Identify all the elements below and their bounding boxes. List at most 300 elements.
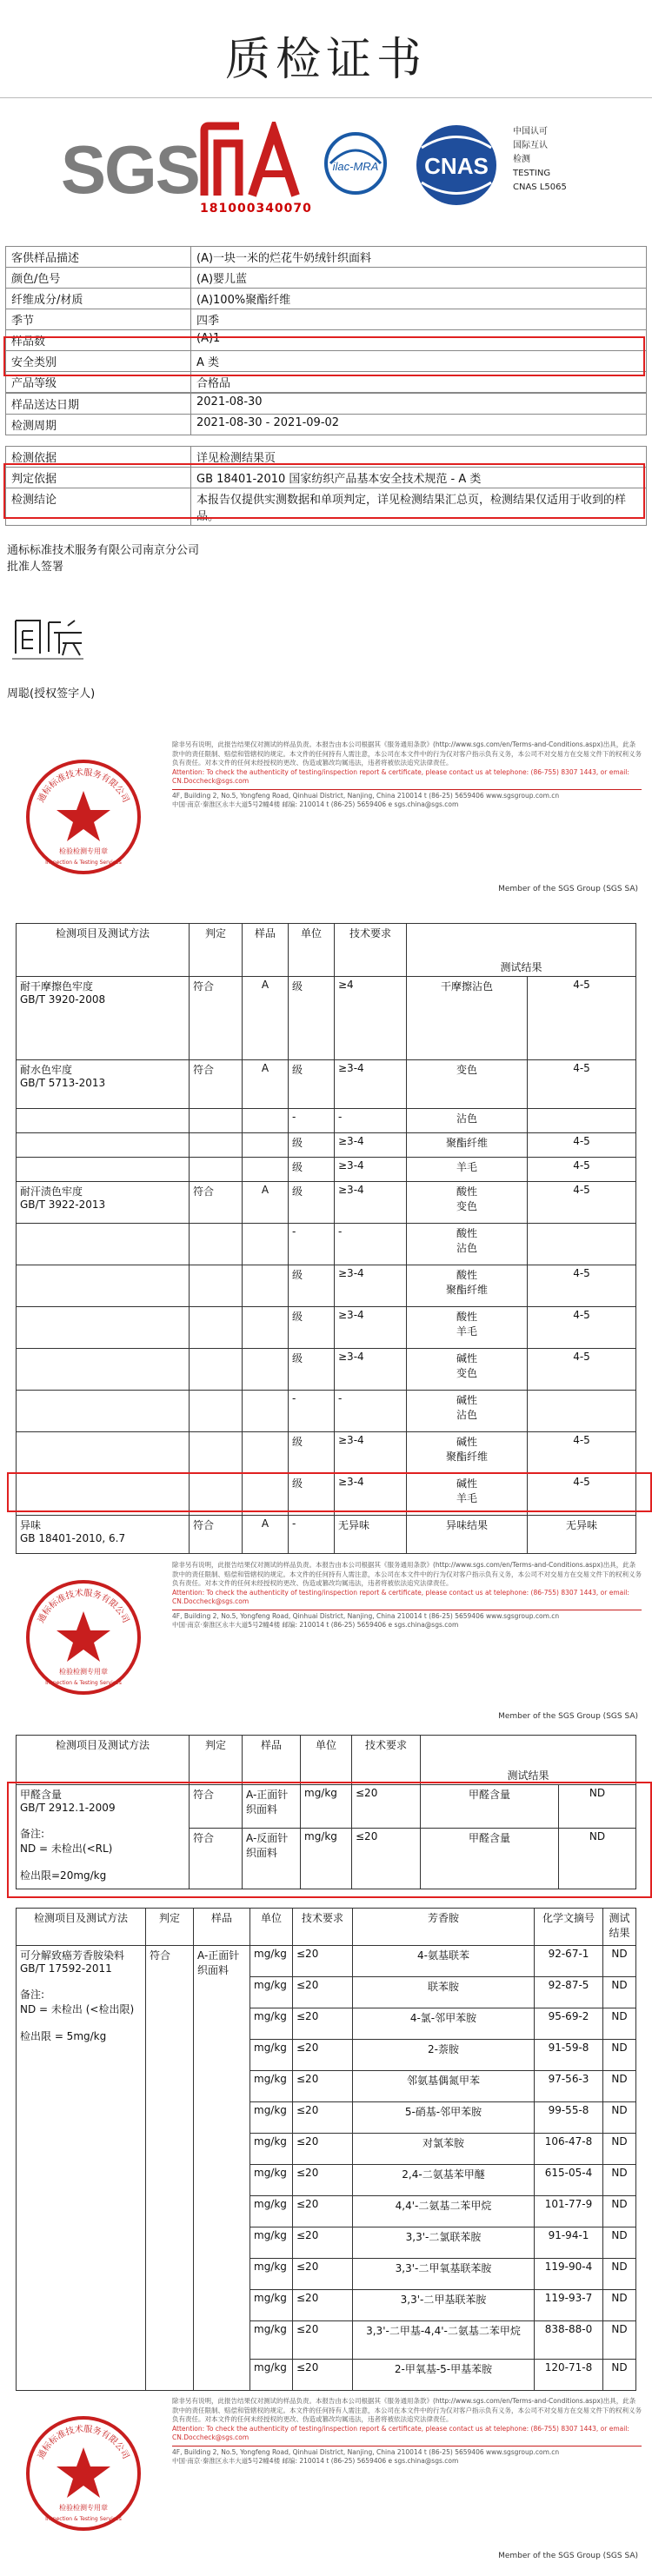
- seal-en: Inspection & Testing Services: [45, 1680, 122, 1686]
- info-key: 产品等级: [6, 372, 191, 393]
- info-key: 检测周期: [6, 415, 191, 435]
- judgement: [190, 1158, 243, 1182]
- unit: mg/kg: [250, 2165, 293, 2196]
- amine-name: 3,3'-二甲基联苯胺: [353, 2290, 535, 2321]
- requirement: ≤20: [293, 2321, 353, 2360]
- result-value: ND: [603, 2102, 636, 2134]
- info-key: 安全类别: [6, 351, 191, 372]
- unit: 级: [289, 1265, 335, 1307]
- terms-text: [172, 1561, 642, 1630]
- approver-label: 批准人签署: [7, 561, 64, 574]
- requirement: ≤20: [293, 2040, 353, 2071]
- table-row: [17, 1432, 636, 1474]
- result-value: 4-5: [528, 1349, 636, 1391]
- amine-name: 2-萘胺: [353, 2040, 535, 2071]
- result-value: ND: [603, 2040, 636, 2071]
- highlight-safety-class: [3, 336, 645, 376]
- test-item: [17, 1224, 190, 1265]
- cma-number: 181000340070: [200, 202, 312, 216]
- unit: 级: [289, 977, 335, 1060]
- column-header: 样品: [194, 1909, 250, 1946]
- unit: mg/kg: [250, 2321, 293, 2360]
- info-row: [6, 394, 647, 415]
- result-name: 变色: [407, 1060, 528, 1109]
- requirement: ≥4: [335, 977, 407, 1060]
- result-value: ND: [603, 2227, 636, 2259]
- amine-name: 2,4-二氨基苯甲醚: [353, 2165, 535, 2196]
- cas-number: 97-56-3: [535, 2071, 603, 2102]
- attention-note: Attention: To check the authenticity of testing/inspection report & certificate, please contact us at telephone: (86-755) 8307 1443, or email: CN.Doccheck@sgs.com: [172, 1588, 629, 1605]
- table-row: [17, 1133, 636, 1158]
- cas-number: 615-05-4: [535, 2165, 603, 2196]
- column-header: 单位: [289, 924, 335, 977]
- table-row: [17, 1224, 636, 1265]
- info-key: 客供样品描述: [6, 247, 191, 268]
- unit: 级: [289, 1133, 335, 1158]
- seal-en: Inspection & Testing Services: [45, 860, 122, 866]
- info-key: 判定依据: [6, 468, 191, 488]
- seal-sub: 检验检测专用章: [59, 2504, 108, 2512]
- company-seal-stamp: [23, 756, 144, 878]
- date-info-table: [5, 393, 647, 435]
- sample-id: A: [243, 1060, 289, 1109]
- cas-number: 91-59-8: [535, 2040, 603, 2071]
- judgement: 符合: [190, 1829, 243, 1889]
- terms-text: [172, 2397, 642, 2466]
- sample-id: A: [243, 1182, 289, 1224]
- result-name: 羊毛: [407, 1158, 528, 1182]
- judgement: [190, 1133, 243, 1158]
- address-cn: 中国·南京·秦淮区永丰大道5号2幢4楼 邮编: 210014 t (86-25) 5659406 e sgs.china@sgs.com: [172, 2457, 459, 2465]
- info-value: (A)100%聚酯纤维: [191, 289, 647, 309]
- info-row: [6, 309, 647, 330]
- terms-body: 除非另有说明，此报告结果仅对测试的样品负责。本报告由本公司根据其《服务通用条款》(http://www.sgs.com/en/Terms-and-Conditions.aspx)出具，此条款中的责任限制、赔偿和管辖权的规定。本文件的任何持有人需注意，本公司在本文件中的行为仅对客户指示负有义务，本公司不对交易方在交易文件下的权利义务负有责任。对本文件的任何未经授权的更改、伪造或篡改均属违法，违者将被依法追究法律责任。: [172, 2397, 642, 2423]
- ilac-text: ilac-MRA: [332, 160, 379, 173]
- sample-id: [243, 1391, 289, 1432]
- info-key: 季节: [6, 309, 191, 330]
- issuer-name: 通标标准技术服务有限公司南京分公司: [7, 544, 200, 557]
- odor-item: 异味 GB 18401-2010, 6.7: [17, 1516, 190, 1554]
- table-row: [17, 1158, 636, 1182]
- sample-id: [243, 1265, 289, 1307]
- member-line: Member of the SGS Group (SGS SA): [498, 1712, 638, 1721]
- unit: 级: [289, 1474, 335, 1516]
- result-value: ND: [603, 2165, 636, 2196]
- odor-unit: -: [289, 1516, 335, 1554]
- requirement: ≤20: [293, 2196, 353, 2227]
- odor-sample: A: [243, 1516, 289, 1554]
- result-value: ND: [603, 2008, 636, 2040]
- test-item: 耐水色牢度 GB/T 5713-2013: [17, 1060, 190, 1109]
- requirement: ≥3-4: [335, 1349, 407, 1391]
- result-value: 4-5: [528, 1432, 636, 1474]
- cas-number: 106-47-8: [535, 2134, 603, 2165]
- amine-name: 3,3'-二甲基-4,4'-二氨基二苯甲烷: [353, 2321, 535, 2360]
- cas-number: 92-87-5: [535, 1977, 603, 2008]
- result-value: ND: [603, 2071, 636, 2102]
- cma-logo: [200, 122, 304, 200]
- column-header: 单位: [301, 1736, 352, 1785]
- column-header: 判定: [190, 1736, 243, 1785]
- result-name: 聚酯纤维: [407, 1133, 528, 1158]
- sgs-letterhead: [7, 737, 645, 920]
- unit: mg/kg: [250, 2008, 293, 2040]
- amine-name: 3,3'-二甲氧基联苯胺: [353, 2259, 535, 2290]
- requirement: ≤20: [352, 1785, 421, 1829]
- cas-number: 101-77-9: [535, 2196, 603, 2227]
- result-name: 酸性 聚酯纤维: [407, 1265, 528, 1307]
- sample-id: [243, 1432, 289, 1474]
- result-value: 4-5: [528, 1307, 636, 1349]
- result-value: ND: [603, 1977, 636, 2008]
- unit: mg/kg: [301, 1829, 352, 1889]
- cnas-line: 检测: [513, 155, 530, 164]
- highlight-odor: [7, 1472, 652, 1512]
- cas-number: 838-88-0: [535, 2321, 603, 2360]
- result-value: ND: [603, 2321, 636, 2360]
- address-en: 4F, Building 2, No.5, Yongfeng Road, Qinhuai District, Nanjing, China 210014 t (86-25) 5659406 www.sgsgroup.com.cn: [172, 2446, 642, 2458]
- result-value: 4-5: [528, 1060, 636, 1109]
- result-value: ND: [559, 1829, 636, 1889]
- info-value: (A)一块一米的烂花牛奶绒针织面料: [191, 247, 647, 268]
- requirement: ≥3-4: [335, 1060, 407, 1109]
- judgement: 符合: [190, 1182, 243, 1224]
- result-value: 4-5: [528, 977, 636, 1060]
- column-header: 化学文摘号: [535, 1909, 603, 1946]
- requirement: ≥3-4: [335, 1182, 407, 1224]
- test-item: 耐汗渍色牢度 GB/T 3922-2013: [17, 1182, 190, 1224]
- result-value: [528, 1109, 636, 1133]
- info-key: 样品数: [6, 330, 191, 351]
- address-cn: 中国·南京·秦淮区永丰大道5号2幢4楼 邮编: 210014 t (86-25) 5659406 e sgs.china@sgs.com: [172, 1621, 459, 1629]
- requirement: ≥3-4: [335, 1158, 407, 1182]
- test-item: [17, 1432, 190, 1474]
- requirement: ≤20: [293, 2008, 353, 2040]
- result-name: 酸性 沾色: [407, 1224, 528, 1265]
- sample-id: [243, 1349, 289, 1391]
- seal-text: 通标标准技术服务有限公司: [36, 1588, 131, 1625]
- table-row: [17, 1349, 636, 1391]
- amine-name: 联苯胺: [353, 1977, 535, 2008]
- result-value: 4-5: [528, 1474, 636, 1516]
- column-header: 技术要求: [293, 1909, 353, 1946]
- result-name: 沾色: [407, 1109, 528, 1133]
- odor-req: 无异味: [335, 1516, 407, 1554]
- info-value: (A)婴儿蓝: [191, 268, 647, 289]
- unit: 级: [289, 1432, 335, 1474]
- requirement: ≥3-4: [335, 1265, 407, 1307]
- unit: mg/kg: [250, 2227, 293, 2259]
- requirement: ≥3-4: [335, 1307, 407, 1349]
- odor-name: 异味结果: [407, 1516, 528, 1554]
- header-row: [17, 924, 636, 977]
- cnas-line: CNAS L5065: [513, 183, 567, 192]
- amine-name: 5-硝基-邻甲苯胺: [353, 2102, 535, 2134]
- cas-number: 99-55-8: [535, 2102, 603, 2134]
- sample-id: A-反面针织面料: [243, 1829, 301, 1889]
- info-value: 2021-08-30: [191, 394, 647, 415]
- requirement: ≤20: [293, 2259, 353, 2290]
- company-seal-stamp: [23, 2413, 144, 2534]
- unit: 级: [289, 1060, 335, 1109]
- unit: -: [289, 1391, 335, 1432]
- table-row-odor: [17, 1516, 636, 1554]
- result-name: 碱性 变色: [407, 1349, 528, 1391]
- result-name: 酸性 羊毛: [407, 1307, 528, 1349]
- info-row: [6, 415, 647, 435]
- requirement: ≤20: [293, 2290, 353, 2321]
- info-key: 颜色/色号: [6, 268, 191, 289]
- result-value: 4-5: [528, 1133, 636, 1158]
- judgement: [190, 1224, 243, 1265]
- result-value: [528, 1224, 636, 1265]
- unit: mg/kg: [250, 2134, 293, 2165]
- table-row: [17, 1182, 636, 1224]
- requirement: ≥3-4: [335, 1474, 407, 1516]
- column-header: 测试结果: [603, 1909, 636, 1946]
- highlight-formaldehyde: [7, 1782, 652, 1898]
- cnas-line: 国际互认: [513, 141, 548, 150]
- header-row: [17, 1909, 636, 1946]
- cnas-line: TESTING: [513, 169, 551, 178]
- member-line: Member of the SGS Group (SGS SA): [498, 885, 638, 893]
- odor-judge: 符合: [190, 1516, 243, 1554]
- odor-val: 无异味: [528, 1516, 636, 1554]
- unit: -: [289, 1224, 335, 1265]
- address-en: 4F, Building 2, No.5, Yongfeng Road, Qinhuai District, Nanjing, China 210014 t (86-25) 5659406 www.sgsgroup.com.cn: [172, 789, 642, 801]
- unit: mg/kg: [250, 2071, 293, 2102]
- judgement: [190, 1265, 243, 1307]
- test-item: [17, 1133, 190, 1158]
- amine-name: 2-甲氧基-5-甲基苯胺: [353, 2360, 535, 2391]
- result-name: 碱性 沾色: [407, 1391, 528, 1432]
- signer-name: 周聪(授权签字人): [7, 687, 96, 700]
- info-value: (A)1: [191, 330, 647, 351]
- test-item: [17, 1109, 190, 1133]
- judgement: 符合: [190, 1060, 243, 1109]
- attention-note: Attention: To check the authenticity of testing/inspection report & certificate, please contact us at telephone: (86-755) 8307 1443, or email: CN.Doccheck@sgs.com: [172, 767, 629, 785]
- column-header: 检测项目及测试方法: [17, 924, 190, 977]
- result-name: 酸性 变色: [407, 1182, 528, 1224]
- judgement: 符合: [190, 977, 243, 1060]
- unit: mg/kg: [250, 2040, 293, 2071]
- info-value: 四季: [191, 309, 647, 330]
- result-value: 4-5: [528, 1182, 636, 1224]
- info-value: 2021-08-30 - 2021-09-02: [191, 415, 647, 435]
- judgement: [190, 1391, 243, 1432]
- column-header: 样品: [243, 924, 289, 977]
- column-header: 技术要求: [352, 1736, 421, 1785]
- page-title: 质检证书: [224, 34, 427, 86]
- header-row: [17, 1736, 636, 1785]
- company-seal-stamp: [23, 1577, 144, 1698]
- result-value: ND: [559, 1785, 636, 1829]
- sgs-logo: SGS: [61, 131, 199, 208]
- unit: mg/kg: [250, 1977, 293, 2008]
- sample-id: [243, 1158, 289, 1182]
- unit: -: [289, 1109, 335, 1133]
- sample-id: A-正面针织面料: [194, 1946, 250, 2391]
- accreditation-logos: [61, 122, 600, 217]
- info-value: GB 18401-2010 国家纺织产品基本安全技术规范 - A 类: [191, 468, 647, 488]
- result-value: ND: [603, 2360, 636, 2391]
- cas-number: 120-71-8: [535, 2360, 603, 2391]
- judgement: 符合: [190, 1785, 243, 1829]
- result-name: 甲醛含量: [421, 1785, 559, 1829]
- ilac-mra-logo: [322, 129, 389, 207]
- requirement: ≥3-4: [335, 1432, 407, 1474]
- requirement: ≤20: [352, 1829, 421, 1889]
- unit: 级: [289, 1182, 335, 1224]
- test-item: 耐干摩擦色牢度 GB/T 3920-2008: [17, 977, 190, 1060]
- seal-en: Inspection & Testing Services: [45, 2516, 122, 2522]
- info-key: 样品送达日期: [6, 394, 191, 415]
- result-value: ND: [603, 2290, 636, 2321]
- test-item: [17, 1265, 190, 1307]
- cas-number: 92-67-1: [535, 1946, 603, 1977]
- seal-text: 通标标准技术服务有限公司: [36, 767, 131, 805]
- requirement: ≤20: [293, 2227, 353, 2259]
- cnas-logo: [409, 122, 504, 209]
- column-header: 测试结果: [421, 1736, 636, 1785]
- colorfastness-table: [16, 923, 636, 1554]
- column-header: 检测项目及测试方法: [17, 1909, 146, 1946]
- table-row: [17, 1265, 636, 1307]
- result-name: 碱性 聚酯纤维: [407, 1432, 528, 1474]
- table-row: [17, 1060, 636, 1109]
- title-divider: [0, 97, 652, 98]
- column-header: 样品: [243, 1736, 301, 1785]
- sample-id: [243, 1224, 289, 1265]
- member-line: Member of the SGS Group (SGS SA): [498, 2552, 638, 2560]
- result-name: 碱性 羊毛: [407, 1474, 528, 1516]
- cas-number: 119-90-4: [535, 2259, 603, 2290]
- test-item: [17, 1158, 190, 1182]
- requirement: ≥3-4: [335, 1133, 407, 1158]
- cas-number: 119-93-7: [535, 2290, 603, 2321]
- handwritten-signature: [10, 614, 85, 662]
- address-en: 4F, Building 2, No.5, Yongfeng Road, Qinhuai District, Nanjing, China 210014 t (86-25) 5659406 www.sgsgroup.com.cn: [172, 1610, 642, 1622]
- terms-text: [172, 740, 642, 810]
- table-row: [17, 1946, 636, 1977]
- info-key: 检测依据: [6, 447, 191, 468]
- result-name: 甲醛含量: [421, 1829, 559, 1889]
- table-row: [17, 977, 636, 1060]
- result-value: ND: [603, 2196, 636, 2227]
- judgement: [190, 1307, 243, 1349]
- info-key: 纤维成分/材质: [6, 289, 191, 309]
- table-row: [17, 1307, 636, 1349]
- requirement: ≤20: [293, 1946, 353, 1977]
- sample-id: [243, 1133, 289, 1158]
- cas-number: 95-69-2: [535, 2008, 603, 2040]
- unit: mg/kg: [250, 2196, 293, 2227]
- column-header: 测试结果: [407, 924, 636, 977]
- requirement: ≤20: [293, 2071, 353, 2102]
- sample-id: A-正面针织面料: [243, 1785, 301, 1829]
- highlight-conclusion: [3, 463, 645, 519]
- info-value: 详见检测结果页: [191, 447, 647, 468]
- table-row: [17, 1391, 636, 1432]
- cnas-text: CNAS: [424, 153, 489, 179]
- attention-note: Attention: To check the authenticity of testing/inspection report & certificate, please contact us at telephone: (86-755) 8307 1443, or email: CN.Doccheck@sgs.com: [172, 2424, 629, 2441]
- amine-name: 4-氨基联苯: [353, 1946, 535, 1977]
- table-row: [17, 1109, 636, 1133]
- sgs-letterhead: [7, 2393, 645, 2576]
- amine-name: 4,4'-二氨基二苯甲烷: [353, 2196, 535, 2227]
- unit: 级: [289, 1349, 335, 1391]
- judgement: [190, 1432, 243, 1474]
- info-key: 检测结论: [6, 488, 191, 526]
- seal-text: 通标标准技术服务有限公司: [36, 2424, 131, 2461]
- info-row: [6, 268, 647, 289]
- unit: mg/kg: [301, 1785, 352, 1829]
- unit: mg/kg: [250, 2259, 293, 2290]
- requirement: ≤20: [293, 2102, 353, 2134]
- requirement: ≤20: [293, 2360, 353, 2391]
- amine-name: 4-氯-邻甲苯胺: [353, 2008, 535, 2040]
- column-header: 技术要求: [335, 924, 407, 977]
- amine-name: 邻氨基偶氮甲苯: [353, 2071, 535, 2102]
- judgement: [190, 1349, 243, 1391]
- cnas-caption: [513, 125, 567, 195]
- seal-sub: 检验检测专用章: [59, 847, 108, 855]
- amine-name: 3,3'-二氯联苯胺: [353, 2227, 535, 2259]
- column-header: 单位: [250, 1909, 293, 1946]
- result-value: 4-5: [528, 1158, 636, 1182]
- info-value: 合格品: [191, 372, 647, 393]
- cnas-line: 中国认可: [513, 127, 548, 136]
- result-value: ND: [603, 2134, 636, 2165]
- unit: 级: [289, 1158, 335, 1182]
- unit: mg/kg: [250, 2102, 293, 2134]
- column-header: 检测项目及测试方法: [17, 1736, 190, 1785]
- requirement: ≤20: [293, 2165, 353, 2196]
- test-item: 可分解致癌芳香胺染料 GB/T 17592-2011 备注: ND = 未检出 (<检出限) 检出限 = 5mg/kg: [17, 1946, 146, 2391]
- info-value: 本报告仅提供实测数据和单项判定，详见检测结果汇总页，检测结果仅适用于收到的样品。: [191, 488, 647, 526]
- amine-name: 对氯苯胺: [353, 2134, 535, 2165]
- terms-body: 除非另有说明，此报告结果仅对测试的样品负责。本报告由本公司根据其《服务通用条款》(http://www.sgs.com/en/Terms-and-Conditions.aspx)出具，此条款中的责任限制、赔偿和管辖权的规定。本文件的任何持有人需注意，本公司在本文件中的行为仅对客户指示负有义务，本公司不对交易方在交易文件下的权利义务负有责任。对本文件的任何未经授权的更改、伪造或篡改均属违法，违者将被依法追究法律责任。: [172, 740, 642, 767]
- result-value: 4-5: [528, 1265, 636, 1307]
- sample-id: [243, 1307, 289, 1349]
- unit: 级: [289, 1307, 335, 1349]
- column-header: 判定: [190, 924, 243, 977]
- judgement: [190, 1109, 243, 1133]
- address-cn: 中国·南京·秦淮区永丰大道5号2幢4楼 邮编: 210014 t (86-25) 5659406 e sgs.china@sgs.com: [172, 800, 459, 808]
- requirement: -: [335, 1109, 407, 1133]
- requirement: ≤20: [293, 1977, 353, 2008]
- unit: mg/kg: [250, 2290, 293, 2321]
- unit: mg/kg: [250, 1946, 293, 1977]
- test-item: [17, 1391, 190, 1432]
- test-item: [17, 1307, 190, 1349]
- info-row: [6, 289, 647, 309]
- aromatic-amine-table: [16, 1908, 636, 2391]
- requirement: ≤20: [293, 2134, 353, 2165]
- result-value: ND: [603, 2259, 636, 2290]
- seal-sub: 检验检测专用章: [59, 1668, 108, 1676]
- column-header: 芳香胺: [353, 1909, 535, 1946]
- requirement: -: [335, 1224, 407, 1265]
- sample-id: [243, 1109, 289, 1133]
- sgs-letterhead: [7, 1557, 645, 1740]
- column-header: 判定: [146, 1909, 194, 1946]
- result-value: [528, 1391, 636, 1432]
- unit: mg/kg: [250, 2360, 293, 2391]
- info-row: [6, 247, 647, 268]
- test-item: 甲醛含量 GB/T 2912.1-2009 备注: ND = 未检出(<RL) 检出限=20mg/kg: [17, 1785, 190, 1889]
- result-value: ND: [603, 1946, 636, 1977]
